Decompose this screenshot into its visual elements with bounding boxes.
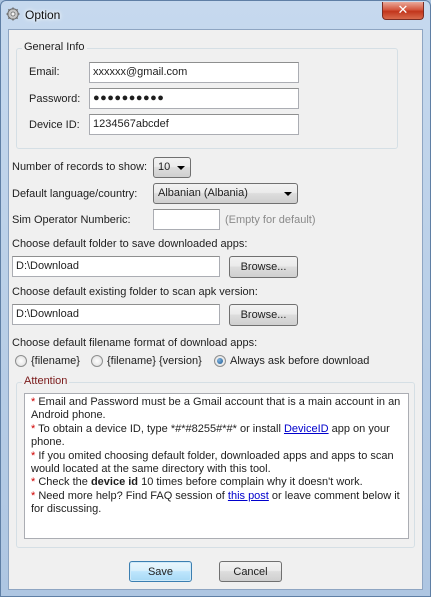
radio-filename-label[interactable]: {filename}: [31, 355, 80, 367]
chevron-down-icon: [284, 192, 292, 196]
note-bullet: *: [31, 489, 36, 502]
radio-filename[interactable]: [15, 355, 27, 367]
note-device-id: [31, 423, 404, 450]
radio-always-ask-label[interactable]: Always ask before download: [230, 355, 370, 367]
device-id-field[interactable]: 1234567abcdef: [89, 114, 299, 135]
sim-operator-field[interactable]: [153, 209, 220, 230]
chevron-down-icon: [177, 166, 185, 170]
scan-folder-browse-button[interactable]: Browse...: [229, 304, 298, 326]
note-device-id-text: To obtain a device ID, type *#*#8255#*#* or install: [38, 422, 284, 435]
radio-filename-version[interactable]: [91, 355, 103, 367]
this-post-link[interactable]: this post: [227, 489, 269, 502]
note-check-bold: device id: [90, 476, 139, 489]
download-folder-field[interactable]: D:\Download: [12, 256, 220, 277]
note-check-text: Check the: [38, 476, 91, 489]
note-gmail-text: Email and Password must be a Gmail account that is a main account in an Android phone.: [31, 396, 401, 422]
sim-label: Sim Operator Numberic:: [12, 214, 131, 226]
radio-filename-version-label[interactable]: {filename} {version}: [107, 355, 202, 367]
note-bullet: *: [31, 422, 36, 435]
deviceid-link[interactable]: DeviceID: [283, 422, 329, 435]
records-value: 10: [158, 161, 171, 173]
sim-hint: (Empty for default): [225, 214, 316, 226]
scan-folder-field[interactable]: D:\Download: [12, 304, 220, 325]
note-bullet: *: [31, 449, 36, 462]
general-info-title: General Info: [24, 41, 85, 53]
filename-format-label: Choose default filename format of download apps:: [12, 337, 258, 349]
language-label: Default language/country:: [12, 188, 138, 200]
email-label: Email:: [29, 66, 60, 78]
note-folder: [31, 450, 404, 477]
note-check-device-id: [31, 476, 404, 489]
download-folder-browse-button[interactable]: Browse...: [229, 256, 298, 278]
window-title: Option: [25, 8, 61, 22]
note-device-id-text-end: app on your phone.: [31, 422, 390, 449]
save-button[interactable]: Save: [129, 561, 192, 582]
note-check-text-end: 10 times before complain why it doesn't work.: [138, 476, 363, 489]
note-gmail: [31, 396, 404, 423]
note-bullet: *: [31, 396, 36, 408]
attention-notes: [24, 393, 409, 539]
note-help-text: Need more help? Find FAQ session of: [38, 489, 228, 502]
note-bullet: *: [31, 476, 36, 489]
records-label: Number of records to show:: [12, 161, 148, 173]
radio-always-ask[interactable]: [214, 355, 226, 367]
email-field[interactable]: xxxxxx@gmail.com: [89, 62, 299, 83]
dialog-body: [8, 29, 423, 590]
close-button[interactable]: [382, 2, 424, 20]
language-value: Albanian (Albania): [158, 187, 248, 199]
device-id-label: Device ID:: [29, 119, 80, 131]
attention-title: Attention: [24, 375, 68, 387]
scan-folder-label: Choose default existing folder to scan apk version:: [12, 286, 258, 298]
records-select[interactable]: [153, 157, 191, 178]
attention-group: [16, 375, 415, 548]
close-icon: ✕: [397, 2, 409, 17]
note-help: [31, 490, 404, 517]
password-field[interactable]: ●●●●●●●●●●: [89, 88, 299, 109]
title-bar[interactable]: [1, 1, 430, 29]
note-folder-text: If you omited choosing default folder, downloaded apps and apps to scan would located at the same directory with this tool.: [31, 449, 394, 476]
password-label: Password:: [29, 93, 81, 105]
gear-icon: [6, 7, 20, 21]
note-help-text-end: or leave comment below it for discussing.: [31, 489, 400, 516]
download-folder-label: Choose default folder to save downloaded apps:: [12, 238, 248, 250]
general-info-group: [16, 41, 398, 149]
language-select[interactable]: [153, 183, 298, 204]
cancel-button[interactable]: Cancel: [219, 561, 282, 582]
